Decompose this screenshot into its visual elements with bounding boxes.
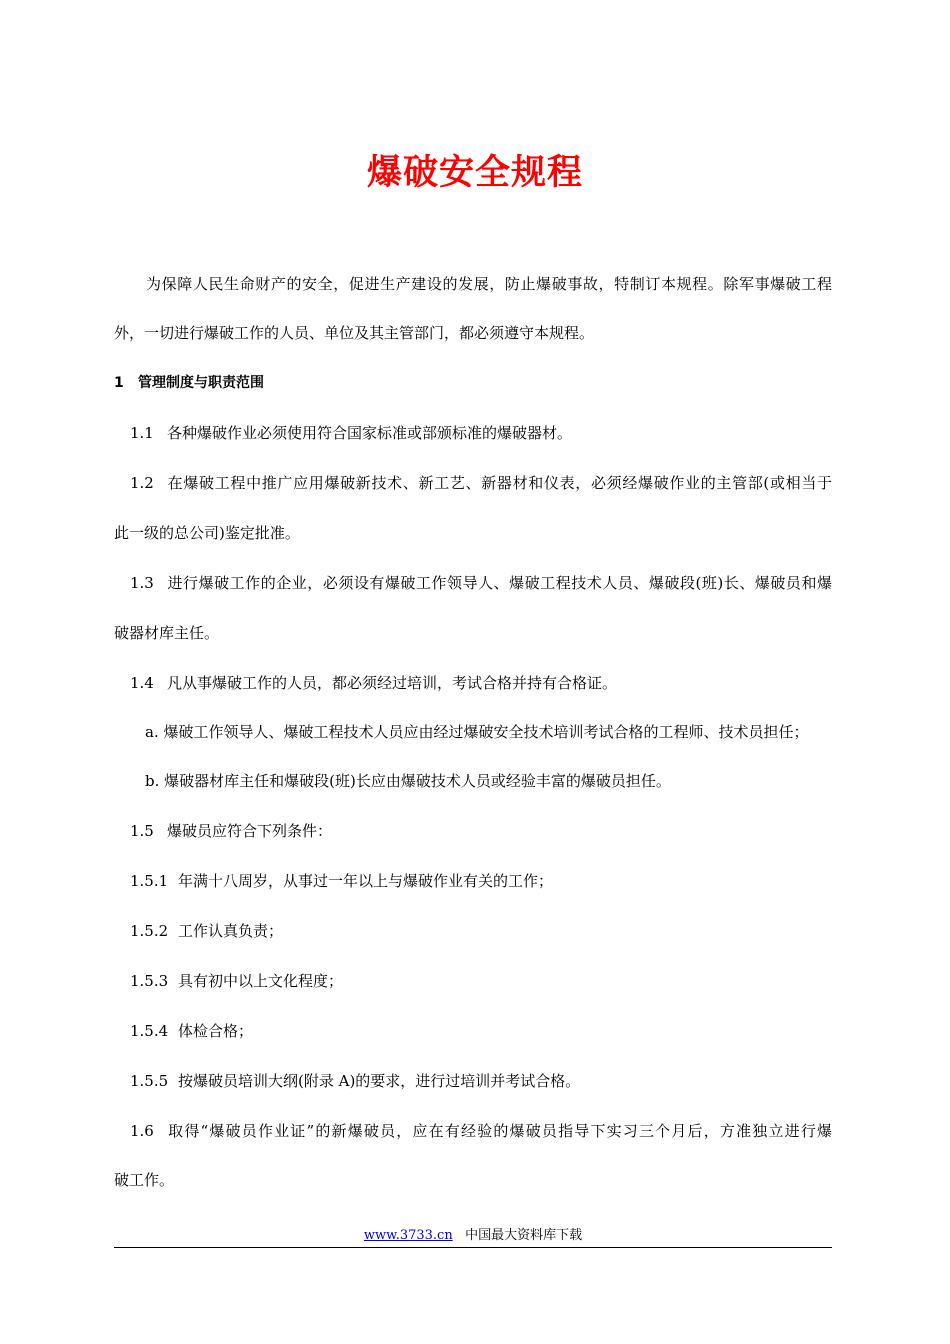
clause-number: 1.5.5 bbox=[130, 1072, 169, 1090]
clause-number: 1.6 bbox=[130, 1122, 154, 1140]
page-footer bbox=[114, 1226, 832, 1248]
clause-text: 体检合格； bbox=[178, 1022, 254, 1040]
section-title: 管理制度与职责范围 bbox=[138, 375, 264, 391]
clause-text: 年满十八周岁，从事过一年以上与爆破作业有关的工作； bbox=[178, 872, 554, 890]
clause-text: 工作认真负责； bbox=[178, 922, 284, 940]
clause-1-2-continuation: 此一级的总公司)鉴定批准。 bbox=[114, 524, 300, 542]
clause-text: 进行爆破工作的企业，必须设有爆破工作领导人、爆破工程技术人员、爆破段(班)长、爆破员和爆 bbox=[167, 574, 832, 592]
clause-number: 1.3 bbox=[130, 574, 154, 592]
footer-text: 中国最大资料库下载 bbox=[465, 1228, 583, 1243]
clause-number: 1.2 bbox=[130, 474, 154, 492]
clause-1-2 bbox=[130, 471, 832, 495]
clause-1-3-continuation: 破器材库主任。 bbox=[114, 624, 220, 642]
clause-1-5-3 bbox=[130, 969, 848, 993]
clause-text: 取得“爆破员作业证”的新爆破员，应在有经验的爆破员指导下实习三个月后，方准独立进行爆 bbox=[167, 1122, 832, 1140]
clause-text: 爆破员应符合下列条件： bbox=[167, 822, 333, 840]
clause-number: 1.5.1 bbox=[130, 872, 169, 890]
section-number: 1 bbox=[114, 375, 124, 391]
clause-number: 1.5.2 bbox=[130, 922, 169, 940]
clause-number: 1.1 bbox=[130, 424, 154, 442]
clause-text: 按爆破员培训大纲(附录 A)的要求，进行过培训并考试合格。 bbox=[178, 1072, 581, 1090]
clause-text: 在爆破工程中推广应用爆破新技术、新工艺、新器材和仪表，必须经爆破作业的主管部(或相当于 bbox=[167, 474, 832, 492]
clause-1-3 bbox=[130, 571, 832, 595]
clause-1-4-a: a. 爆破工作领导人、爆破工程技术人员应由经过爆破安全技术培训考试合格的工程师、技术员担任； bbox=[145, 723, 809, 741]
clause-1-1 bbox=[130, 421, 848, 445]
intro-paragraph-line-1: 为保障人民生命财产的安全，促进生产建设的发展，防止爆破事故，特制订本规程。除军事爆破工程 bbox=[146, 275, 832, 293]
section-1-heading bbox=[114, 371, 832, 395]
clause-1-5 bbox=[130, 819, 848, 843]
intro-paragraph-line-2: 外，一切进行爆破工作的人员、单位及其主管部门，都必须遵守本规程。 bbox=[114, 324, 595, 342]
footer-link[interactable]: www.3733.cn bbox=[363, 1228, 453, 1243]
clause-text: 各种爆破作业必须使用符合国家标准或部颁标准的爆破器材。 bbox=[167, 424, 573, 442]
clause-number: 1.5.3 bbox=[130, 972, 169, 990]
clause-1-5-1 bbox=[130, 869, 848, 893]
clause-1-6 bbox=[130, 1119, 832, 1143]
clause-text: 具有初中以上文化程度； bbox=[178, 972, 344, 990]
clause-1-5-4 bbox=[130, 1019, 848, 1043]
clause-text: 凡从事爆破工作的人员，都必须经过培训，考试合格并持有合格证。 bbox=[167, 674, 618, 692]
clause-1-4-b: b. 爆破器材库主任和爆破段(班)长应由爆破技术人员或经验丰富的爆破员担任。 bbox=[145, 772, 671, 790]
clause-number: 1.4 bbox=[130, 674, 154, 692]
clause-1-5-5 bbox=[130, 1069, 848, 1093]
clause-number: 1.5 bbox=[130, 822, 154, 840]
clause-1-5-2 bbox=[130, 919, 848, 943]
clause-number: 1.5.4 bbox=[130, 1022, 169, 1040]
clause-1-4 bbox=[130, 671, 848, 695]
footer-divider bbox=[114, 1247, 832, 1248]
page-title: 爆破安全规程 bbox=[366, 153, 583, 193]
clause-1-6-continuation: 破工作。 bbox=[114, 1171, 175, 1189]
